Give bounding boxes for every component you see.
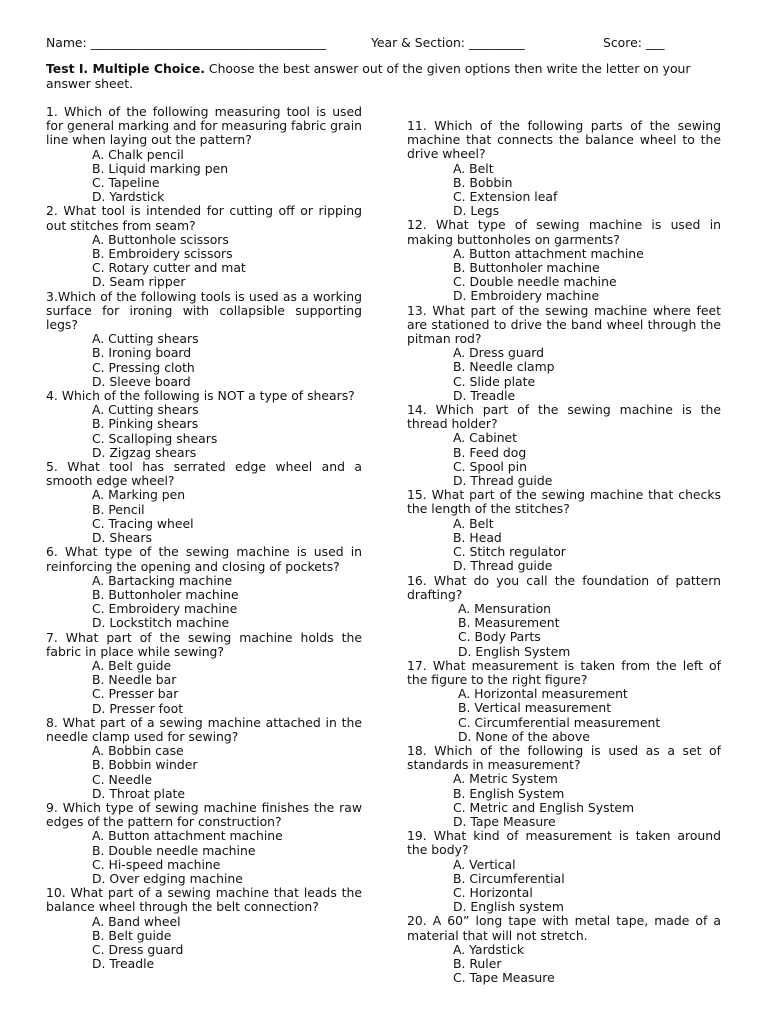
answer-option: D. Over edging machine: [92, 870, 243, 886]
answer-option: A. Chalk pencil: [92, 146, 184, 162]
answer-option: C. Double needle machine: [453, 274, 617, 290]
question-item: [46, 204, 362, 289]
answer-option: B. Belt guide: [92, 927, 172, 943]
answer-options: [46, 403, 362, 460]
answer-option: B. English System: [453, 785, 565, 801]
answer-options: [46, 744, 362, 801]
answer-options: [407, 687, 721, 744]
answer-options: [407, 517, 721, 574]
instructions-text: Choose the best answer out of the given options then write the letter on your answer sheet.: [46, 61, 691, 91]
answer-option: A. Belt: [453, 515, 494, 531]
name-field-label: Name: ______________________________________: [46, 35, 327, 50]
answer-option: C. Rotary cutter and mat: [92, 260, 246, 276]
question-item: [46, 716, 362, 801]
question-item: [46, 460, 362, 545]
answer-option: D. Zigzag shears: [92, 444, 197, 460]
question-text: 2. What tool is intended for cutting off or ripping out stitches from seam?: [46, 203, 362, 233]
answer-option: C. Needle: [92, 771, 152, 787]
year-section-field-label: Year & Section: _________: [371, 35, 525, 50]
answer-option: B. Ironing board: [92, 345, 192, 361]
question-item: [407, 403, 721, 488]
answer-option: A. Cutting shears: [92, 402, 199, 418]
question-item: [407, 218, 721, 303]
answer-option: C. Pressing cloth: [92, 359, 195, 375]
question-text: 11. Which of the following parts of the sewing machine that connects the balance wheel to the drive wheel?: [407, 118, 721, 162]
question-item: [407, 914, 721, 985]
answer-option: C. Stitch regulator: [453, 544, 566, 560]
answer-option: B. Needle bar: [92, 672, 177, 688]
question-text: 3.Which of the following tools is used as a working surface for ironing with collapsible supporting legs?: [46, 288, 362, 333]
answer-option: B. Ruler: [453, 955, 502, 971]
answer-option: B. Buttonholer machine: [453, 260, 600, 276]
question-item: [46, 105, 362, 204]
question-text: 5. What tool has serrated edge wheel and a smooth edge wheel?: [46, 459, 362, 489]
answer-option: B. Feed dog: [453, 444, 527, 460]
answer-option: D. Lockstitch machine: [92, 615, 230, 631]
answer-option: B. Pinking shears: [92, 416, 199, 432]
answer-option: B. Double needle machine: [92, 842, 256, 858]
answer-option: D. Embroidery machine: [453, 288, 600, 304]
answer-option: D. Tape Measure: [453, 813, 556, 829]
answer-options: [407, 431, 721, 488]
answer-option: D. Shears: [92, 530, 152, 546]
answer-option: D. Throat plate: [92, 785, 186, 801]
question-item: [46, 290, 362, 389]
question-item: [407, 304, 721, 403]
answer-option: B. Embroidery scissors: [92, 246, 233, 262]
question-item: [46, 545, 362, 630]
answer-options: [407, 943, 721, 986]
question-text: 18. Which of the following is used as a set of standards in measurement?: [407, 742, 721, 773]
instructions: [46, 62, 722, 91]
answer-option: D. English system: [453, 899, 564, 915]
answer-option: C. Circumferential measurement: [458, 714, 661, 730]
answer-option: D. Treadle: [453, 387, 516, 403]
answer-option: C. Spool pin: [453, 458, 527, 474]
answer-option: B. Measurement: [458, 615, 560, 631]
answer-option: A. Dress guard: [453, 345, 545, 361]
answer-option: A. Marking pen: [92, 487, 186, 503]
answer-option: D. Sleeve board: [92, 373, 191, 389]
question-item: [46, 886, 362, 971]
answer-options: [407, 247, 721, 304]
question-item: [407, 659, 721, 744]
answer-option: D. English System: [458, 643, 571, 659]
score-field-label: Score: ___: [603, 35, 665, 50]
answer-option: A. Vertical: [453, 856, 516, 872]
question-item: [46, 389, 362, 460]
answer-option: A. Bartacking machine: [92, 572, 233, 588]
answer-options: [46, 659, 362, 716]
answer-option: C. Tracing wheel: [92, 515, 194, 531]
answer-option: C. Hi-speed machine: [92, 856, 221, 872]
answer-option: A. Metric System: [453, 771, 558, 787]
answer-option: D. Treadle: [92, 956, 155, 972]
answer-options: [46, 332, 362, 389]
answer-option: C. Embroidery machine: [92, 601, 238, 617]
question-text: 8. What part of a sewing machine attached in the needle clamp used for sewing?: [46, 714, 362, 744]
answer-option: B. Circumferential: [453, 870, 565, 886]
answer-option: C. Slide plate: [453, 373, 536, 389]
answer-options: [46, 488, 362, 545]
answer-option: A. Bobbin case: [92, 743, 184, 759]
answer-option: A. Belt guide: [92, 657, 172, 673]
question-text: 13. What part of the sewing machine where feet are stationed to drive the band wheel through the pitman rod?: [407, 302, 721, 347]
answer-option: A. Buttonhole scissors: [92, 231, 229, 247]
answer-option: B. Vertical measurement: [458, 700, 612, 716]
question-item: [46, 631, 362, 716]
question-text: 14. Which part of the sewing machine is the thread holder?: [407, 402, 721, 432]
answer-option: A. Button attachment machine: [453, 245, 644, 261]
answer-option: A. Yardstick: [453, 941, 525, 957]
answer-option: C. Tape Measure: [453, 970, 555, 986]
answer-option: B. Needle clamp: [453, 359, 555, 375]
answer-option: D. Thread guide: [453, 473, 553, 489]
answer-option: A. Horizontal measurement: [458, 686, 628, 702]
answer-option: A. Button attachment machine: [92, 828, 283, 844]
question-text: 20. A 60” long tape with metal tape, made of a material that will not stretch.: [407, 913, 721, 943]
answer-option: B. Buttonholer machine: [92, 586, 239, 602]
answer-option: C. Metric and English System: [453, 799, 635, 815]
question-text: 1. Which of the following measuring tool is used for general marking and for measuring fabric grain line when laying out the pattern?: [46, 104, 363, 148]
answer-option: D. None of the above: [458, 728, 590, 744]
questions-column-left: [46, 105, 362, 971]
answer-option: A. Mensuration: [458, 600, 552, 616]
question-text: 12. What type of sewing machine is used in making buttonholes on garments?: [407, 217, 721, 247]
question-text: 15. What part of the sewing machine that checks the length of the stitches?: [407, 487, 721, 517]
question-item: [407, 119, 721, 218]
question-item: [407, 744, 721, 829]
question-item: [407, 488, 721, 573]
answer-options: [407, 162, 721, 219]
answer-option: A. Band wheel: [92, 913, 181, 929]
question-text: 9. Which type of sewing machine finishes the raw edges of the pattern for construction?: [46, 799, 362, 830]
questions-column-right: [407, 119, 721, 985]
answer-option: C. Horizontal: [453, 884, 533, 900]
answer-options: [46, 829, 362, 886]
question-item: [46, 801, 362, 886]
answer-option: D. Seam ripper: [92, 274, 186, 290]
answer-options: [46, 148, 362, 205]
answer-options: [407, 602, 721, 659]
answer-option: B. Bobbin winder: [92, 757, 198, 773]
question-text: 17. What measurement is taken from the left of the figure to the right figure?: [407, 657, 721, 687]
answer-options: [46, 915, 362, 972]
answer-options: [46, 574, 362, 631]
question-item: [407, 574, 721, 659]
answer-options: [407, 346, 721, 403]
answer-option: C. Extension leaf: [453, 189, 558, 205]
answer-option: B. Pencil: [92, 501, 145, 517]
answer-options: [407, 858, 721, 915]
question-text: 7. What part of the sewing machine holds the fabric in place while sewing?: [46, 629, 362, 659]
answer-option: D. Thread guide: [453, 558, 553, 574]
answer-option: B. Head: [453, 529, 502, 545]
answer-option: C. Presser bar: [92, 686, 179, 702]
answer-option: B. Bobbin: [453, 174, 513, 190]
answer-option: D. Yardstick: [92, 189, 165, 205]
answer-option: A. Cutting shears: [92, 331, 199, 347]
answer-option: A. Belt: [453, 160, 494, 176]
question-text: 19. What kind of measurement is taken around the body?: [407, 828, 721, 858]
question-text: 4. Which of the following is NOT a type of shears?: [46, 388, 355, 404]
answer-option: C. Dress guard: [92, 941, 184, 957]
answer-option: A. Cabinet: [453, 430, 518, 446]
question-text: 16. What do you call the foundation of pattern drafting?: [407, 572, 721, 602]
test-title: Test I. Multiple Choice.: [46, 61, 205, 76]
answer-option: B. Liquid marking pen: [92, 160, 229, 176]
answer-option: C. Body Parts: [458, 629, 541, 645]
answer-option: C. Tapeline: [92, 175, 160, 191]
answer-options: [46, 233, 362, 290]
question-text: 10. What part of a sewing machine that leads the balance wheel through the belt connection?: [46, 885, 362, 915]
answer-option: C. Scalloping shears: [92, 430, 218, 446]
answer-option: D. Presser foot: [92, 700, 184, 716]
question-item: [407, 829, 721, 914]
answer-options: [407, 772, 721, 829]
answer-option: D. Legs: [453, 203, 500, 219]
question-text: 6. What type of the sewing machine is used in reinforcing the opening and closing of pockets?: [46, 544, 362, 574]
